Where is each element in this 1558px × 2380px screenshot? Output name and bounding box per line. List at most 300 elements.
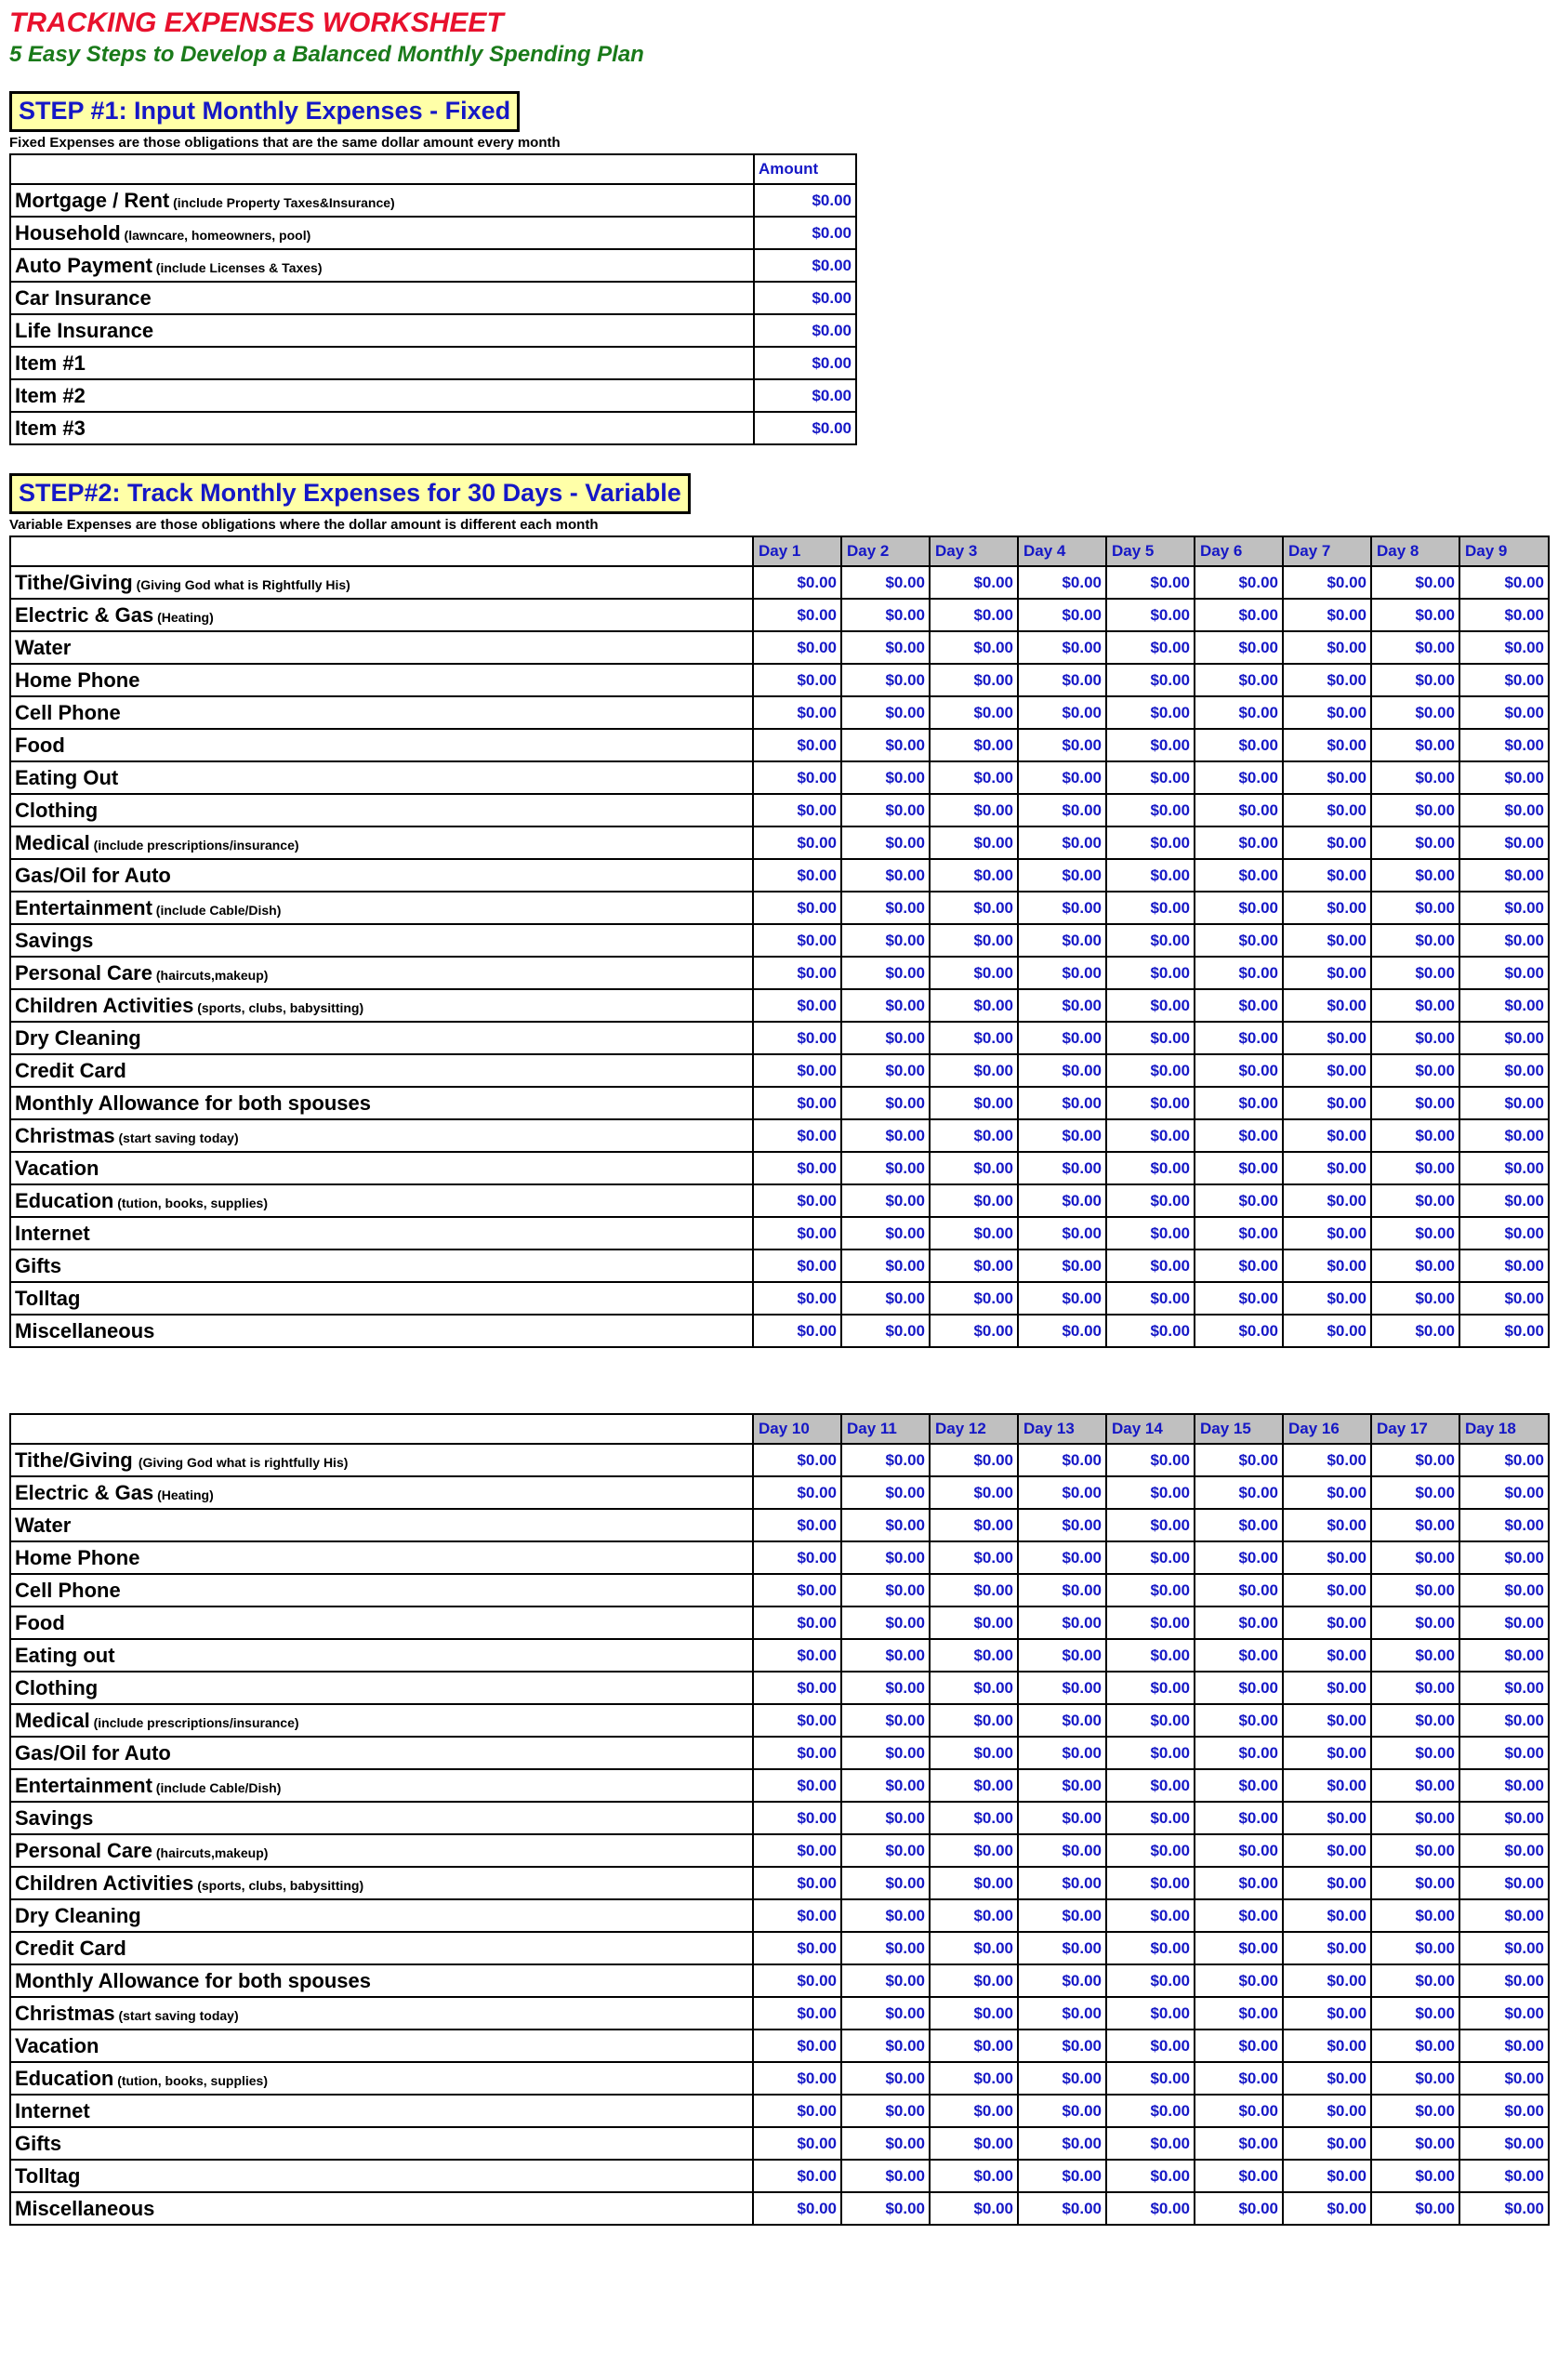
- day-value-cell[interactable]: $0.00: [930, 1737, 1018, 1769]
- day-value-cell[interactable]: $0.00: [1195, 1639, 1283, 1672]
- day-value-cell[interactable]: $0.00: [1106, 1737, 1195, 1769]
- day-value-cell[interactable]: $0.00: [1283, 1704, 1371, 1737]
- day-value-cell[interactable]: $0.00: [1195, 1509, 1283, 1541]
- day-value-cell[interactable]: $0.00: [1018, 892, 1106, 924]
- day-value-cell[interactable]: $0.00: [1283, 1250, 1371, 1282]
- day-value-cell[interactable]: $0.00: [930, 2030, 1018, 2062]
- amount-cell[interactable]: $0.00: [754, 217, 856, 249]
- day-value-cell[interactable]: $0.00: [1018, 1250, 1106, 1282]
- day-value-cell[interactable]: $0.00: [841, 566, 930, 599]
- day-value-cell[interactable]: $0.00: [1371, 2095, 1459, 2127]
- day-value-cell[interactable]: $0.00: [1371, 1509, 1459, 1541]
- day-value-cell[interactable]: $0.00: [1371, 1802, 1459, 1834]
- day-value-cell[interactable]: $0.00: [841, 1997, 930, 2030]
- day-value-cell[interactable]: $0.00: [753, 1737, 841, 1769]
- day-value-cell[interactable]: $0.00: [841, 696, 930, 729]
- day-value-cell[interactable]: $0.00: [753, 989, 841, 1022]
- day-value-cell[interactable]: $0.00: [753, 1152, 841, 1184]
- day-value-cell[interactable]: $0.00: [841, 1054, 930, 1087]
- day-value-cell[interactable]: $0.00: [1459, 1509, 1549, 1541]
- day-value-cell[interactable]: $0.00: [1283, 1867, 1371, 1899]
- day-value-cell[interactable]: $0.00: [930, 729, 1018, 761]
- day-value-cell[interactable]: $0.00: [1371, 1315, 1459, 1347]
- day-value-cell[interactable]: $0.00: [1371, 566, 1459, 599]
- day-value-cell[interactable]: $0.00: [753, 957, 841, 989]
- day-value-cell[interactable]: $0.00: [1106, 2095, 1195, 2127]
- day-value-cell[interactable]: $0.00: [1459, 599, 1549, 631]
- day-value-cell[interactable]: $0.00: [930, 1250, 1018, 1282]
- day-value-cell[interactable]: $0.00: [1106, 2030, 1195, 2062]
- day-value-cell[interactable]: $0.00: [1018, 2192, 1106, 2225]
- day-value-cell[interactable]: $0.00: [1283, 1672, 1371, 1704]
- day-value-cell[interactable]: $0.00: [1283, 1022, 1371, 1054]
- day-value-cell[interactable]: $0.00: [1371, 859, 1459, 892]
- day-value-cell[interactable]: $0.00: [1106, 1315, 1195, 1347]
- day-value-cell[interactable]: $0.00: [753, 1672, 841, 1704]
- day-value-cell[interactable]: $0.00: [1371, 761, 1459, 794]
- day-value-cell[interactable]: $0.00: [1106, 1606, 1195, 1639]
- day-value-cell[interactable]: $0.00: [1018, 1737, 1106, 1769]
- day-value-cell[interactable]: $0.00: [841, 1867, 930, 1899]
- day-value-cell[interactable]: $0.00: [841, 1834, 930, 1867]
- day-value-cell[interactable]: $0.00: [1195, 599, 1283, 631]
- day-value-cell[interactable]: $0.00: [1195, 794, 1283, 826]
- day-value-cell[interactable]: $0.00: [753, 1802, 841, 1834]
- day-value-cell[interactable]: $0.00: [1283, 1152, 1371, 1184]
- day-value-cell[interactable]: $0.00: [753, 664, 841, 696]
- day-value-cell[interactable]: $0.00: [930, 2127, 1018, 2160]
- day-value-cell[interactable]: $0.00: [1018, 631, 1106, 664]
- day-value-cell[interactable]: $0.00: [1018, 1932, 1106, 1964]
- day-value-cell[interactable]: $0.00: [1018, 1672, 1106, 1704]
- day-value-cell[interactable]: $0.00: [1195, 957, 1283, 989]
- day-value-cell[interactable]: $0.00: [1195, 1899, 1283, 1932]
- day-value-cell[interactable]: $0.00: [841, 1282, 930, 1315]
- day-value-cell[interactable]: $0.00: [841, 957, 930, 989]
- day-value-cell[interactable]: $0.00: [1283, 2160, 1371, 2192]
- day-value-cell[interactable]: $0.00: [753, 1834, 841, 1867]
- day-value-cell[interactable]: $0.00: [1195, 1737, 1283, 1769]
- day-value-cell[interactable]: $0.00: [1459, 761, 1549, 794]
- day-value-cell[interactable]: $0.00: [1459, 2160, 1549, 2192]
- day-value-cell[interactable]: $0.00: [841, 794, 930, 826]
- day-value-cell[interactable]: $0.00: [1371, 1119, 1459, 1152]
- day-value-cell[interactable]: $0.00: [1283, 1054, 1371, 1087]
- day-value-cell[interactable]: $0.00: [753, 1444, 841, 1476]
- day-value-cell[interactable]: $0.00: [1195, 2095, 1283, 2127]
- day-value-cell[interactable]: $0.00: [1106, 664, 1195, 696]
- day-value-cell[interactable]: $0.00: [1283, 566, 1371, 599]
- day-value-cell[interactable]: $0.00: [1459, 1315, 1549, 1347]
- day-value-cell[interactable]: $0.00: [1195, 989, 1283, 1022]
- day-value-cell[interactable]: $0.00: [1106, 1119, 1195, 1152]
- day-value-cell[interactable]: $0.00: [1459, 1802, 1549, 1834]
- day-value-cell[interactable]: $0.00: [930, 1834, 1018, 1867]
- day-value-cell[interactable]: $0.00: [841, 1899, 930, 1932]
- day-value-cell[interactable]: $0.00: [1371, 1087, 1459, 1119]
- day-value-cell[interactable]: $0.00: [1018, 989, 1106, 1022]
- day-value-cell[interactable]: $0.00: [1371, 1282, 1459, 1315]
- day-value-cell[interactable]: $0.00: [1018, 1119, 1106, 1152]
- day-value-cell[interactable]: $0.00: [930, 1672, 1018, 1704]
- day-value-cell[interactable]: $0.00: [1195, 2192, 1283, 2225]
- day-value-cell[interactable]: $0.00: [1283, 1899, 1371, 1932]
- day-value-cell[interactable]: $0.00: [1106, 1184, 1195, 1217]
- day-value-cell[interactable]: $0.00: [1195, 1444, 1283, 1476]
- day-value-cell[interactable]: $0.00: [1018, 2095, 1106, 2127]
- day-value-cell[interactable]: $0.00: [1106, 761, 1195, 794]
- day-value-cell[interactable]: $0.00: [841, 1444, 930, 1476]
- day-value-cell[interactable]: $0.00: [1459, 924, 1549, 957]
- amount-cell[interactable]: $0.00: [754, 184, 856, 217]
- day-value-cell[interactable]: $0.00: [1018, 1541, 1106, 1574]
- day-value-cell[interactable]: $0.00: [930, 2160, 1018, 2192]
- day-value-cell[interactable]: $0.00: [1283, 1997, 1371, 2030]
- day-value-cell[interactable]: $0.00: [930, 2192, 1018, 2225]
- day-value-cell[interactable]: $0.00: [1106, 1639, 1195, 1672]
- day-value-cell[interactable]: $0.00: [841, 2127, 930, 2160]
- day-value-cell[interactable]: $0.00: [1195, 1184, 1283, 1217]
- day-value-cell[interactable]: $0.00: [1283, 729, 1371, 761]
- day-value-cell[interactable]: $0.00: [1283, 1802, 1371, 1834]
- day-value-cell[interactable]: $0.00: [1283, 1541, 1371, 1574]
- day-value-cell[interactable]: $0.00: [1106, 1802, 1195, 1834]
- day-value-cell[interactable]: $0.00: [753, 826, 841, 859]
- day-value-cell[interactable]: $0.00: [1459, 1476, 1549, 1509]
- day-value-cell[interactable]: $0.00: [930, 1509, 1018, 1541]
- day-value-cell[interactable]: $0.00: [753, 794, 841, 826]
- day-value-cell[interactable]: $0.00: [1106, 2160, 1195, 2192]
- day-value-cell[interactable]: $0.00: [841, 1737, 930, 1769]
- day-value-cell[interactable]: $0.00: [1018, 1476, 1106, 1509]
- day-value-cell[interactable]: $0.00: [1018, 1087, 1106, 1119]
- amount-cell[interactable]: $0.00: [754, 282, 856, 314]
- day-value-cell[interactable]: $0.00: [1371, 2062, 1459, 2095]
- day-value-cell[interactable]: $0.00: [1283, 924, 1371, 957]
- day-value-cell[interactable]: $0.00: [753, 761, 841, 794]
- day-value-cell[interactable]: $0.00: [1106, 1541, 1195, 1574]
- day-value-cell[interactable]: $0.00: [1371, 631, 1459, 664]
- day-value-cell[interactable]: $0.00: [1195, 1087, 1283, 1119]
- day-value-cell[interactable]: $0.00: [1283, 1737, 1371, 1769]
- day-value-cell[interactable]: $0.00: [1459, 1737, 1549, 1769]
- day-value-cell[interactable]: $0.00: [1195, 631, 1283, 664]
- day-value-cell[interactable]: $0.00: [1106, 892, 1195, 924]
- day-value-cell[interactable]: $0.00: [753, 1250, 841, 1282]
- day-value-cell[interactable]: $0.00: [1371, 1022, 1459, 1054]
- day-value-cell[interactable]: $0.00: [1459, 859, 1549, 892]
- day-value-cell[interactable]: $0.00: [753, 1932, 841, 1964]
- day-value-cell[interactable]: $0.00: [1018, 1315, 1106, 1347]
- day-value-cell[interactable]: $0.00: [1018, 2160, 1106, 2192]
- day-value-cell[interactable]: $0.00: [1195, 1932, 1283, 1964]
- day-value-cell[interactable]: $0.00: [841, 1476, 930, 1509]
- day-value-cell[interactable]: $0.00: [753, 2095, 841, 2127]
- day-value-cell[interactable]: $0.00: [1459, 631, 1549, 664]
- day-value-cell[interactable]: $0.00: [1106, 1899, 1195, 1932]
- day-value-cell[interactable]: $0.00: [930, 1606, 1018, 1639]
- day-value-cell[interactable]: $0.00: [1106, 1054, 1195, 1087]
- day-value-cell[interactable]: $0.00: [1459, 1899, 1549, 1932]
- day-value-cell[interactable]: $0.00: [1018, 1152, 1106, 1184]
- day-value-cell[interactable]: $0.00: [1195, 2160, 1283, 2192]
- day-value-cell[interactable]: $0.00: [930, 1476, 1018, 1509]
- day-value-cell[interactable]: $0.00: [1459, 696, 1549, 729]
- day-value-cell[interactable]: $0.00: [1371, 664, 1459, 696]
- day-value-cell[interactable]: $0.00: [1106, 1672, 1195, 1704]
- amount-cell[interactable]: $0.00: [754, 314, 856, 347]
- day-value-cell[interactable]: $0.00: [1195, 2127, 1283, 2160]
- day-value-cell[interactable]: $0.00: [1106, 1704, 1195, 1737]
- day-value-cell[interactable]: $0.00: [1371, 2127, 1459, 2160]
- day-value-cell[interactable]: $0.00: [1283, 1932, 1371, 1964]
- day-value-cell[interactable]: $0.00: [1106, 2062, 1195, 2095]
- day-value-cell[interactable]: $0.00: [1371, 2030, 1459, 2062]
- day-value-cell[interactable]: $0.00: [1106, 859, 1195, 892]
- day-value-cell[interactable]: $0.00: [1283, 794, 1371, 826]
- day-value-cell[interactable]: $0.00: [1195, 1574, 1283, 1606]
- day-value-cell[interactable]: $0.00: [1459, 1541, 1549, 1574]
- day-value-cell[interactable]: $0.00: [1195, 2030, 1283, 2062]
- day-value-cell[interactable]: $0.00: [841, 1639, 930, 1672]
- day-value-cell[interactable]: $0.00: [1195, 1802, 1283, 1834]
- day-value-cell[interactable]: $0.00: [753, 2127, 841, 2160]
- day-value-cell[interactable]: $0.00: [930, 696, 1018, 729]
- day-value-cell[interactable]: $0.00: [1106, 2192, 1195, 2225]
- day-value-cell[interactable]: $0.00: [841, 2030, 930, 2062]
- day-value-cell[interactable]: $0.00: [1018, 1022, 1106, 1054]
- day-value-cell[interactable]: $0.00: [1018, 1834, 1106, 1867]
- day-value-cell[interactable]: $0.00: [1371, 1184, 1459, 1217]
- day-value-cell[interactable]: $0.00: [1195, 761, 1283, 794]
- day-value-cell[interactable]: $0.00: [1195, 892, 1283, 924]
- day-value-cell[interactable]: $0.00: [841, 1769, 930, 1802]
- day-value-cell[interactable]: $0.00: [1195, 1672, 1283, 1704]
- day-value-cell[interactable]: $0.00: [1195, 566, 1283, 599]
- day-value-cell[interactable]: $0.00: [1018, 729, 1106, 761]
- day-value-cell[interactable]: $0.00: [753, 2030, 841, 2062]
- day-value-cell[interactable]: $0.00: [1459, 2095, 1549, 2127]
- day-value-cell[interactable]: $0.00: [753, 1704, 841, 1737]
- day-value-cell[interactable]: $0.00: [1018, 1769, 1106, 1802]
- day-value-cell[interactable]: $0.00: [1459, 957, 1549, 989]
- day-value-cell[interactable]: $0.00: [841, 664, 930, 696]
- day-value-cell[interactable]: $0.00: [1371, 1704, 1459, 1737]
- day-value-cell[interactable]: $0.00: [841, 2160, 930, 2192]
- day-value-cell[interactable]: $0.00: [1371, 892, 1459, 924]
- day-value-cell[interactable]: $0.00: [841, 989, 930, 1022]
- day-value-cell[interactable]: $0.00: [841, 1541, 930, 1574]
- day-value-cell[interactable]: $0.00: [1106, 1574, 1195, 1606]
- day-value-cell[interactable]: $0.00: [841, 631, 930, 664]
- day-value-cell[interactable]: $0.00: [1371, 599, 1459, 631]
- day-value-cell[interactable]: $0.00: [1459, 1444, 1549, 1476]
- day-value-cell[interactable]: $0.00: [1283, 1087, 1371, 1119]
- day-value-cell[interactable]: $0.00: [930, 1444, 1018, 1476]
- day-value-cell[interactable]: $0.00: [1195, 1997, 1283, 2030]
- day-value-cell[interactable]: $0.00: [1371, 2192, 1459, 2225]
- day-value-cell[interactable]: $0.00: [753, 1997, 841, 2030]
- day-value-cell[interactable]: $0.00: [930, 794, 1018, 826]
- day-value-cell[interactable]: $0.00: [841, 1022, 930, 1054]
- day-value-cell[interactable]: $0.00: [930, 664, 1018, 696]
- day-value-cell[interactable]: $0.00: [753, 1087, 841, 1119]
- day-value-cell[interactable]: $0.00: [1459, 2062, 1549, 2095]
- day-value-cell[interactable]: $0.00: [1018, 1997, 1106, 2030]
- day-value-cell[interactable]: $0.00: [753, 1217, 841, 1250]
- day-value-cell[interactable]: $0.00: [1106, 696, 1195, 729]
- day-value-cell[interactable]: $0.00: [1283, 2062, 1371, 2095]
- day-value-cell[interactable]: $0.00: [1195, 1315, 1283, 1347]
- day-value-cell[interactable]: $0.00: [930, 1964, 1018, 1997]
- day-value-cell[interactable]: $0.00: [1106, 957, 1195, 989]
- day-value-cell[interactable]: $0.00: [1018, 1184, 1106, 1217]
- day-value-cell[interactable]: $0.00: [1371, 1672, 1459, 1704]
- day-value-cell[interactable]: $0.00: [1283, 1964, 1371, 1997]
- day-value-cell[interactable]: $0.00: [1195, 1541, 1283, 1574]
- day-value-cell[interactable]: $0.00: [1106, 1022, 1195, 1054]
- day-value-cell[interactable]: $0.00: [1195, 1704, 1283, 1737]
- day-value-cell[interactable]: $0.00: [841, 1087, 930, 1119]
- day-value-cell[interactable]: $0.00: [1459, 1834, 1549, 1867]
- day-value-cell[interactable]: $0.00: [930, 924, 1018, 957]
- amount-cell[interactable]: $0.00: [754, 249, 856, 282]
- day-value-cell[interactable]: $0.00: [753, 696, 841, 729]
- day-value-cell[interactable]: $0.00: [1283, 1184, 1371, 1217]
- day-value-cell[interactable]: $0.00: [1371, 1217, 1459, 1250]
- day-value-cell[interactable]: $0.00: [1018, 957, 1106, 989]
- day-value-cell[interactable]: $0.00: [1459, 1867, 1549, 1899]
- day-value-cell[interactable]: $0.00: [1106, 1964, 1195, 1997]
- day-value-cell[interactable]: $0.00: [753, 2160, 841, 2192]
- day-value-cell[interactable]: $0.00: [1018, 826, 1106, 859]
- day-value-cell[interactable]: $0.00: [930, 1574, 1018, 1606]
- day-value-cell[interactable]: $0.00: [1371, 1964, 1459, 1997]
- day-value-cell[interactable]: $0.00: [841, 892, 930, 924]
- day-value-cell[interactable]: $0.00: [930, 1541, 1018, 1574]
- day-value-cell[interactable]: $0.00: [753, 1119, 841, 1152]
- day-value-cell[interactable]: $0.00: [1195, 1867, 1283, 1899]
- day-value-cell[interactable]: $0.00: [1195, 729, 1283, 761]
- day-value-cell[interactable]: $0.00: [841, 1932, 930, 1964]
- day-value-cell[interactable]: $0.00: [1371, 1769, 1459, 1802]
- day-value-cell[interactable]: $0.00: [841, 2095, 930, 2127]
- day-value-cell[interactable]: $0.00: [1459, 1152, 1549, 1184]
- day-value-cell[interactable]: $0.00: [1106, 1282, 1195, 1315]
- day-value-cell[interactable]: $0.00: [841, 1152, 930, 1184]
- day-value-cell[interactable]: $0.00: [930, 1997, 1018, 2030]
- day-value-cell[interactable]: $0.00: [1018, 1054, 1106, 1087]
- day-value-cell[interactable]: $0.00: [1106, 1152, 1195, 1184]
- day-value-cell[interactable]: $0.00: [930, 2095, 1018, 2127]
- day-value-cell[interactable]: $0.00: [1371, 2160, 1459, 2192]
- day-value-cell[interactable]: $0.00: [1371, 1574, 1459, 1606]
- day-value-cell[interactable]: $0.00: [930, 957, 1018, 989]
- day-value-cell[interactable]: $0.00: [1018, 1899, 1106, 1932]
- day-value-cell[interactable]: $0.00: [1195, 1119, 1283, 1152]
- day-value-cell[interactable]: $0.00: [1371, 794, 1459, 826]
- day-value-cell[interactable]: $0.00: [1195, 1282, 1283, 1315]
- day-value-cell[interactable]: $0.00: [1459, 1054, 1549, 1087]
- day-value-cell[interactable]: $0.00: [1283, 1606, 1371, 1639]
- day-value-cell[interactable]: $0.00: [841, 1802, 930, 1834]
- day-value-cell[interactable]: $0.00: [1283, 826, 1371, 859]
- day-value-cell[interactable]: $0.00: [1018, 794, 1106, 826]
- day-value-cell[interactable]: $0.00: [1459, 1184, 1549, 1217]
- day-value-cell[interactable]: $0.00: [753, 1639, 841, 1672]
- day-value-cell[interactable]: $0.00: [1283, 2030, 1371, 2062]
- day-value-cell[interactable]: $0.00: [1459, 1282, 1549, 1315]
- day-value-cell[interactable]: $0.00: [753, 1509, 841, 1541]
- day-value-cell[interactable]: $0.00: [1283, 1509, 1371, 1541]
- day-value-cell[interactable]: $0.00: [1283, 696, 1371, 729]
- day-value-cell[interactable]: $0.00: [841, 859, 930, 892]
- day-value-cell[interactable]: $0.00: [1371, 1444, 1459, 1476]
- day-value-cell[interactable]: $0.00: [1283, 892, 1371, 924]
- day-value-cell[interactable]: $0.00: [930, 1152, 1018, 1184]
- day-value-cell[interactable]: $0.00: [930, 1217, 1018, 1250]
- day-value-cell[interactable]: $0.00: [1018, 1964, 1106, 1997]
- day-value-cell[interactable]: $0.00: [1195, 924, 1283, 957]
- day-value-cell[interactable]: $0.00: [753, 1606, 841, 1639]
- day-value-cell[interactable]: $0.00: [1371, 1997, 1459, 2030]
- day-value-cell[interactable]: $0.00: [1371, 1250, 1459, 1282]
- day-value-cell[interactable]: $0.00: [930, 1704, 1018, 1737]
- day-value-cell[interactable]: $0.00: [1459, 1574, 1549, 1606]
- day-value-cell[interactable]: $0.00: [1018, 1639, 1106, 1672]
- day-value-cell[interactable]: $0.00: [1283, 1217, 1371, 1250]
- day-value-cell[interactable]: $0.00: [1106, 1444, 1195, 1476]
- day-value-cell[interactable]: $0.00: [1371, 924, 1459, 957]
- day-value-cell[interactable]: $0.00: [1195, 2062, 1283, 2095]
- day-value-cell[interactable]: $0.00: [1018, 859, 1106, 892]
- day-value-cell[interactable]: $0.00: [930, 1282, 1018, 1315]
- day-value-cell[interactable]: $0.00: [1371, 957, 1459, 989]
- day-value-cell[interactable]: $0.00: [841, 1672, 930, 1704]
- day-value-cell[interactable]: $0.00: [753, 1574, 841, 1606]
- day-value-cell[interactable]: $0.00: [1018, 924, 1106, 957]
- day-value-cell[interactable]: $0.00: [1459, 1119, 1549, 1152]
- day-value-cell[interactable]: $0.00: [1371, 1541, 1459, 1574]
- day-value-cell[interactable]: $0.00: [1018, 2030, 1106, 2062]
- day-value-cell[interactable]: $0.00: [1106, 1087, 1195, 1119]
- day-value-cell[interactable]: $0.00: [930, 631, 1018, 664]
- day-value-cell[interactable]: $0.00: [753, 1541, 841, 1574]
- day-value-cell[interactable]: $0.00: [1195, 1964, 1283, 1997]
- day-value-cell[interactable]: $0.00: [930, 989, 1018, 1022]
- day-value-cell[interactable]: $0.00: [1018, 664, 1106, 696]
- day-value-cell[interactable]: $0.00: [753, 892, 841, 924]
- day-value-cell[interactable]: $0.00: [1106, 566, 1195, 599]
- day-value-cell[interactable]: $0.00: [1106, 826, 1195, 859]
- day-value-cell[interactable]: $0.00: [1195, 1152, 1283, 1184]
- day-value-cell[interactable]: $0.00: [930, 892, 1018, 924]
- day-value-cell[interactable]: $0.00: [753, 1315, 841, 1347]
- day-value-cell[interactable]: $0.00: [930, 1054, 1018, 1087]
- day-value-cell[interactable]: $0.00: [1195, 1476, 1283, 1509]
- day-value-cell[interactable]: $0.00: [1018, 1574, 1106, 1606]
- day-value-cell[interactable]: $0.00: [1283, 1834, 1371, 1867]
- day-value-cell[interactable]: $0.00: [1018, 1606, 1106, 1639]
- day-value-cell[interactable]: $0.00: [1459, 664, 1549, 696]
- day-value-cell[interactable]: $0.00: [1371, 696, 1459, 729]
- day-value-cell[interactable]: $0.00: [1459, 1672, 1549, 1704]
- day-value-cell[interactable]: $0.00: [753, 1282, 841, 1315]
- day-value-cell[interactable]: $0.00: [1283, 1282, 1371, 1315]
- day-value-cell[interactable]: $0.00: [841, 2062, 930, 2095]
- day-value-cell[interactable]: $0.00: [1371, 826, 1459, 859]
- day-value-cell[interactable]: $0.00: [1195, 1606, 1283, 1639]
